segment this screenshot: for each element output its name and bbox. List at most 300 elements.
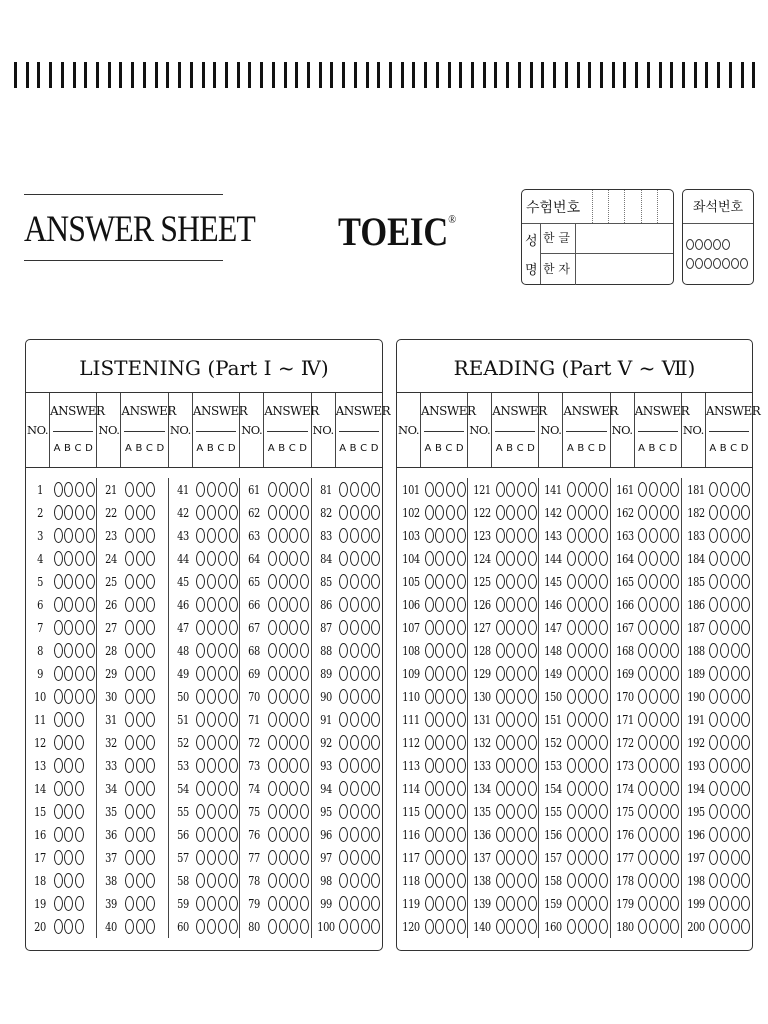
answer-bubble-d[interactable] [86,620,95,635]
answer-bubble-c[interactable] [218,758,227,773]
answer-bubble-a[interactable] [125,712,134,727]
answer-bubble-b[interactable] [435,551,444,566]
answer-bubble-b[interactable] [136,482,145,497]
answer-bubble-b[interactable] [279,919,288,934]
answer-bubble-c[interactable] [361,528,370,543]
answer-bubble-d[interactable] [371,551,380,566]
answer-bubble-a[interactable] [339,827,348,842]
answer-bubble-a[interactable] [125,528,134,543]
answer-bubble-b[interactable] [578,643,587,658]
answer-bubble-c[interactable] [75,758,84,773]
answer-bubble-c[interactable] [588,781,597,796]
answer-bubble-a[interactable] [709,482,718,497]
answer-bubble-c[interactable] [361,551,370,566]
answer-bubble-a[interactable] [125,781,134,796]
answer-bubble-c[interactable] [146,574,155,589]
answer-bubble-a[interactable] [268,850,277,865]
answer-bubble-b[interactable] [578,689,587,704]
answer-bubble-d[interactable] [457,712,466,727]
answer-bubble-c[interactable] [75,781,84,796]
answer-bubble-c[interactable] [446,482,455,497]
answer-bubble-c[interactable] [289,873,298,888]
answer-bubble-b[interactable] [578,620,587,635]
answer-bubble-b[interactable] [350,482,359,497]
answer-bubble-a[interactable] [268,528,277,543]
answer-bubble-d[interactable] [229,689,238,704]
answer-bubble-b[interactable] [649,574,658,589]
answer-bubble-d[interactable] [670,551,679,566]
answer-bubble-a[interactable] [125,620,134,635]
answer-bubble-a[interactable] [196,919,205,934]
answer-bubble-c[interactable] [731,574,740,589]
answer-bubble-c[interactable] [517,666,526,681]
answer-bubble-a[interactable] [268,919,277,934]
answer-bubble-d[interactable] [599,482,608,497]
answer-bubble-d[interactable] [670,597,679,612]
answer-bubble-c[interactable] [75,873,84,888]
answer-bubble-a[interactable] [496,735,505,750]
answer-bubble-a[interactable] [196,781,205,796]
answer-bubble-a[interactable] [709,528,718,543]
answer-bubble-d[interactable] [371,712,380,727]
answer-bubble-a[interactable] [196,873,205,888]
answer-bubble-a[interactable] [709,804,718,819]
answer-bubble-c[interactable] [218,574,227,589]
answer-bubble-d[interactable] [371,919,380,934]
answer-bubble-c[interactable] [588,482,597,497]
answer-bubble-c[interactable] [588,574,597,589]
answer-bubble-a[interactable] [196,574,205,589]
answer-bubble-c[interactable] [75,919,84,934]
answer-bubble-a[interactable] [196,597,205,612]
answer-bubble-b[interactable] [720,482,729,497]
answer-bubble-a[interactable] [638,758,647,773]
answer-bubble-b[interactable] [207,597,216,612]
answer-bubble-d[interactable] [300,597,309,612]
answer-bubble-b[interactable] [350,643,359,658]
answer-bubble-d[interactable] [670,781,679,796]
answer-bubble-d[interactable] [86,482,95,497]
answer-bubble-d[interactable] [300,758,309,773]
answer-bubble-c[interactable] [446,735,455,750]
answer-bubble-a[interactable] [339,919,348,934]
answer-bubble-c[interactable] [218,712,227,727]
answer-bubble-a[interactable] [567,689,576,704]
answer-bubble-a[interactable] [567,597,576,612]
answer-bubble-d[interactable] [528,597,537,612]
answer-bubble-b[interactable] [720,620,729,635]
answer-bubble-c[interactable] [588,735,597,750]
answer-bubble-c[interactable] [660,528,669,543]
answer-bubble-a[interactable] [496,666,505,681]
answer-bubble-b[interactable] [649,643,658,658]
answer-bubble-a[interactable] [54,574,63,589]
answer-bubble-d[interactable] [300,689,309,704]
answer-bubble-a[interactable] [268,597,277,612]
answer-bubble-d[interactable] [599,551,608,566]
answer-bubble-b[interactable] [64,505,73,520]
answer-bubble-c[interactable] [660,505,669,520]
answer-bubble-d[interactable] [528,551,537,566]
answer-bubble-c[interactable] [588,689,597,704]
answer-bubble-c[interactable] [446,689,455,704]
answer-bubble-d[interactable] [528,528,537,543]
answer-bubble-c[interactable] [146,712,155,727]
answer-bubble-b[interactable] [207,735,216,750]
answer-bubble-c[interactable] [731,689,740,704]
answer-bubble-d[interactable] [371,574,380,589]
answer-bubble-d[interactable] [741,712,750,727]
answer-bubble-a[interactable] [196,620,205,635]
answer-bubble-a[interactable] [339,735,348,750]
answer-bubble-b[interactable] [279,666,288,681]
answer-bubble-a[interactable] [339,574,348,589]
answer-bubble-d[interactable] [741,827,750,842]
answer-bubble-a[interactable] [268,896,277,911]
answer-bubble-d[interactable] [229,827,238,842]
answer-bubble-d[interactable] [599,896,608,911]
answer-bubble-b[interactable] [64,735,73,750]
answer-bubble-c[interactable] [146,528,155,543]
answer-bubble-a[interactable] [496,896,505,911]
answer-bubble-c[interactable] [517,919,526,934]
answer-bubble-c[interactable] [660,758,669,773]
answer-bubble-a[interactable] [196,735,205,750]
answer-bubble-c[interactable] [146,919,155,934]
answer-bubble-a[interactable] [567,827,576,842]
answer-bubble-a[interactable] [638,528,647,543]
answer-bubble-b[interactable] [435,758,444,773]
answer-bubble-c[interactable] [361,896,370,911]
answer-bubble-c[interactable] [218,597,227,612]
answer-bubble-b[interactable] [207,620,216,635]
answer-bubble-d[interactable] [457,482,466,497]
answer-bubble-a[interactable] [709,505,718,520]
answer-bubble-d[interactable] [670,827,679,842]
answer-bubble-d[interactable] [741,620,750,635]
answer-bubble-c[interactable] [517,873,526,888]
answer-bubble-c[interactable] [588,643,597,658]
answer-bubble-b[interactable] [279,689,288,704]
answer-bubble-b[interactable] [136,781,145,796]
answer-bubble-a[interactable] [496,850,505,865]
answer-bubble-c[interactable] [446,551,455,566]
answer-bubble-b[interactable] [435,850,444,865]
answer-bubble-c[interactable] [361,666,370,681]
answer-bubble-d[interactable] [457,896,466,911]
answer-bubble-d[interactable] [229,505,238,520]
answer-bubble-a[interactable] [638,666,647,681]
answer-bubble-b[interactable] [207,643,216,658]
answer-bubble-d[interactable] [86,551,95,566]
answer-bubble-b[interactable] [649,873,658,888]
answer-bubble-c[interactable] [361,735,370,750]
answer-bubble-b[interactable] [207,781,216,796]
answer-bubble-d[interactable] [300,873,309,888]
answer-bubble-a[interactable] [54,505,63,520]
answer-bubble-d[interactable] [670,505,679,520]
answer-bubble-a[interactable] [638,850,647,865]
answer-bubble-d[interactable] [741,735,750,750]
answer-bubble-a[interactable] [268,712,277,727]
answer-bubble-c[interactable] [660,482,669,497]
answer-bubble-d[interactable] [457,919,466,934]
answer-bubble-c[interactable] [218,482,227,497]
answer-bubble-a[interactable] [425,850,434,865]
answer-bubble-a[interactable] [496,919,505,934]
answer-bubble-b[interactable] [64,919,73,934]
answer-bubble-a[interactable] [54,804,63,819]
answer-bubble-b[interactable] [578,919,587,934]
answer-bubble-c[interactable] [75,551,84,566]
answer-bubble-c[interactable] [588,712,597,727]
answer-bubble-d[interactable] [300,620,309,635]
answer-bubble-b[interactable] [207,574,216,589]
answer-bubble-d[interactable] [670,850,679,865]
answer-bubble-c[interactable] [660,827,669,842]
answer-bubble-b[interactable] [136,666,145,681]
answer-bubble-b[interactable] [649,551,658,566]
answer-bubble-c[interactable] [517,482,526,497]
answer-bubble-b[interactable] [136,620,145,635]
answer-bubble-c[interactable] [517,620,526,635]
answer-bubble-c[interactable] [731,643,740,658]
answer-bubble-b[interactable] [435,528,444,543]
answer-bubble-a[interactable] [496,781,505,796]
answer-bubble-c[interactable] [517,850,526,865]
answer-bubble-a[interactable] [709,827,718,842]
answer-bubble-d[interactable] [300,735,309,750]
answer-bubble-d[interactable] [599,505,608,520]
answer-bubble-a[interactable] [54,528,63,543]
answer-bubble-c[interactable] [361,873,370,888]
answer-bubble-a[interactable] [54,689,63,704]
answer-bubble-a[interactable] [54,827,63,842]
answer-bubble-b[interactable] [435,827,444,842]
answer-bubble-b[interactable] [435,896,444,911]
answer-bubble-a[interactable] [496,505,505,520]
answer-bubble-d[interactable] [229,528,238,543]
answer-bubble-a[interactable] [339,758,348,773]
answer-bubble-c[interactable] [731,735,740,750]
answer-bubble-a[interactable] [196,804,205,819]
answer-bubble-c[interactable] [446,873,455,888]
answer-bubble-b[interactable] [435,597,444,612]
answer-bubble-b[interactable] [350,873,359,888]
answer-bubble-a[interactable] [425,597,434,612]
answer-bubble-b[interactable] [506,758,515,773]
answer-bubble-c[interactable] [660,919,669,934]
answer-bubble-a[interactable] [339,804,348,819]
answer-bubble-d[interactable] [599,758,608,773]
answer-bubble-b[interactable] [506,482,515,497]
answer-bubble-b[interactable] [720,850,729,865]
answer-bubble-d[interactable] [599,666,608,681]
answer-bubble-c[interactable] [361,850,370,865]
answer-bubble-b[interactable] [649,781,658,796]
answer-bubble-a[interactable] [54,482,63,497]
answer-bubble-b[interactable] [350,689,359,704]
answer-bubble-b[interactable] [279,597,288,612]
answer-bubble-b[interactable] [649,505,658,520]
answer-bubble-d[interactable] [670,896,679,911]
answer-bubble-c[interactable] [75,827,84,842]
answer-bubble-b[interactable] [279,804,288,819]
answer-bubble-b[interactable] [435,574,444,589]
answer-bubble-a[interactable] [567,643,576,658]
answer-bubble-a[interactable] [125,689,134,704]
answer-bubble-a[interactable] [196,666,205,681]
answer-bubble-d[interactable] [599,689,608,704]
answer-bubble-a[interactable] [339,620,348,635]
answer-bubble-b[interactable] [649,597,658,612]
answer-bubble-c[interactable] [588,896,597,911]
answer-bubble-a[interactable] [125,551,134,566]
answer-bubble-b[interactable] [64,781,73,796]
answer-bubble-c[interactable] [660,597,669,612]
answer-bubble-d[interactable] [300,528,309,543]
answer-bubble-b[interactable] [136,873,145,888]
answer-bubble-c[interactable] [146,804,155,819]
answer-bubble-d[interactable] [300,482,309,497]
answer-bubble-a[interactable] [54,758,63,773]
answer-bubble-c[interactable] [218,735,227,750]
answer-bubble-b[interactable] [279,574,288,589]
answer-bubble-b[interactable] [506,919,515,934]
answer-bubble-c[interactable] [218,666,227,681]
answer-bubble-b[interactable] [279,528,288,543]
answer-bubble-b[interactable] [506,735,515,750]
answer-bubble-a[interactable] [125,919,134,934]
answer-bubble-a[interactable] [268,804,277,819]
answer-bubble-d[interactable] [457,804,466,819]
answer-bubble-c[interactable] [731,505,740,520]
answer-bubble-d[interactable] [371,620,380,635]
answer-bubble-d[interactable] [741,551,750,566]
answer-bubble-a[interactable] [496,482,505,497]
answer-bubble-a[interactable] [709,758,718,773]
answer-bubble-d[interactable] [300,551,309,566]
answer-bubble-a[interactable] [196,528,205,543]
answer-bubble-a[interactable] [567,666,576,681]
answer-bubble-d[interactable] [741,850,750,865]
answer-bubble-c[interactable] [146,620,155,635]
answer-bubble-a[interactable] [196,850,205,865]
answer-bubble-a[interactable] [638,597,647,612]
answer-bubble-c[interactable] [75,643,84,658]
answer-bubble-b[interactable] [350,528,359,543]
answer-bubble-b[interactable] [350,735,359,750]
answer-bubble-b[interactable] [136,574,145,589]
answer-bubble-b[interactable] [136,528,145,543]
answer-bubble-d[interactable] [670,804,679,819]
answer-bubble-b[interactable] [649,804,658,819]
answer-bubble-b[interactable] [350,919,359,934]
answer-bubble-b[interactable] [720,597,729,612]
answer-bubble-d[interactable] [599,781,608,796]
answer-bubble-a[interactable] [125,896,134,911]
answer-bubble-c[interactable] [588,873,597,888]
answer-bubble-b[interactable] [136,505,145,520]
answer-bubble-d[interactable] [86,689,95,704]
answer-bubble-c[interactable] [146,827,155,842]
answer-bubble-c[interactable] [446,643,455,658]
answer-bubble-b[interactable] [506,689,515,704]
answer-bubble-a[interactable] [496,689,505,704]
answer-bubble-d[interactable] [528,482,537,497]
answer-bubble-d[interactable] [457,735,466,750]
answer-bubble-a[interactable] [125,850,134,865]
answer-bubble-c[interactable] [446,758,455,773]
answer-bubble-d[interactable] [86,505,95,520]
answer-bubble-c[interactable] [517,735,526,750]
answer-bubble-c[interactable] [588,505,597,520]
answer-bubble-d[interactable] [741,804,750,819]
answer-bubble-a[interactable] [638,735,647,750]
answer-bubble-d[interactable] [599,873,608,888]
answer-bubble-b[interactable] [649,919,658,934]
answer-bubble-b[interactable] [350,758,359,773]
answer-bubble-c[interactable] [146,896,155,911]
answer-bubble-a[interactable] [125,666,134,681]
answer-bubble-b[interactable] [64,850,73,865]
answer-bubble-b[interactable] [506,505,515,520]
answer-bubble-b[interactable] [720,758,729,773]
answer-bubble-a[interactable] [54,873,63,888]
answer-bubble-b[interactable] [506,873,515,888]
answer-bubble-d[interactable] [599,574,608,589]
answer-bubble-a[interactable] [425,712,434,727]
answer-bubble-a[interactable] [638,712,647,727]
answer-bubble-c[interactable] [289,482,298,497]
answer-bubble-b[interactable] [279,873,288,888]
answer-bubble-c[interactable] [146,666,155,681]
answer-bubble-c[interactable] [517,689,526,704]
answer-bubble-d[interactable] [300,896,309,911]
answer-bubble-d[interactable] [371,643,380,658]
answer-bubble-c[interactable] [731,896,740,911]
answer-bubble-a[interactable] [339,689,348,704]
answer-bubble-a[interactable] [125,873,134,888]
answer-bubble-b[interactable] [578,551,587,566]
answer-bubble-c[interactable] [75,804,84,819]
answer-bubble-b[interactable] [649,850,658,865]
answer-bubble-a[interactable] [425,574,434,589]
answer-bubble-d[interactable] [670,689,679,704]
answer-bubble-d[interactable] [229,804,238,819]
answer-bubble-b[interactable] [350,896,359,911]
answer-bubble-b[interactable] [207,712,216,727]
answer-bubble-c[interactable] [218,551,227,566]
answer-bubble-c[interactable] [660,896,669,911]
answer-bubble-a[interactable] [125,735,134,750]
answer-bubble-c[interactable] [289,781,298,796]
answer-bubble-a[interactable] [496,758,505,773]
answer-bubble-d[interactable] [599,643,608,658]
answer-bubble-c[interactable] [361,781,370,796]
answer-bubble-a[interactable] [638,620,647,635]
answer-bubble-b[interactable] [720,781,729,796]
answer-bubble-b[interactable] [578,804,587,819]
answer-bubble-a[interactable] [425,827,434,842]
answer-bubble-a[interactable] [425,896,434,911]
answer-bubble-c[interactable] [588,620,597,635]
answer-bubble-a[interactable] [425,919,434,934]
answer-bubble-a[interactable] [638,781,647,796]
answer-bubble-c[interactable] [75,735,84,750]
answer-bubble-b[interactable] [279,620,288,635]
answer-bubble-b[interactable] [435,482,444,497]
